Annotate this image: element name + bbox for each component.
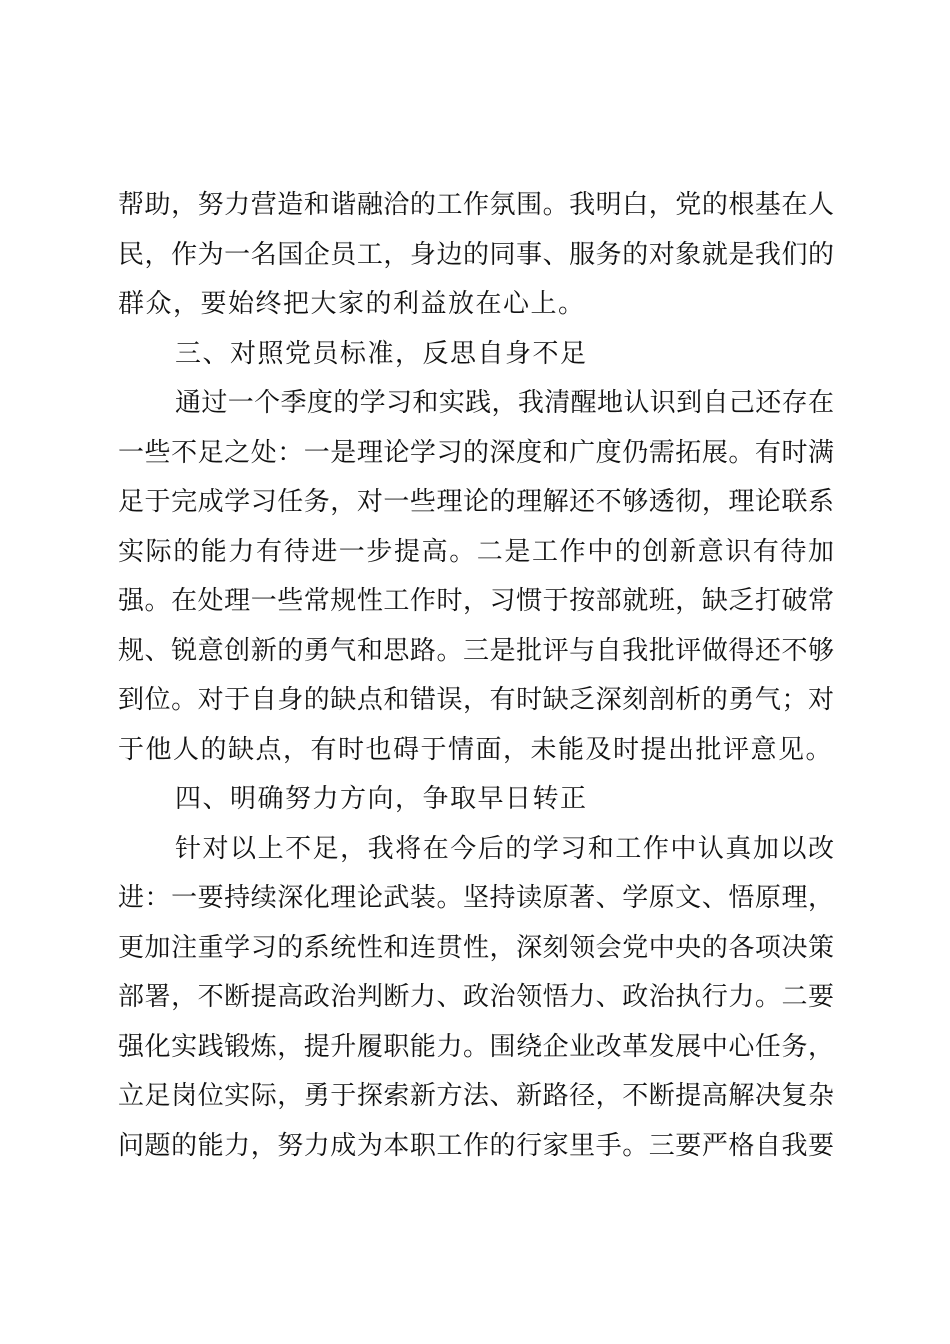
text-line: 帮助，努力营造和谐融洽的工作氛围。我明白，党的根基在人 [118, 189, 834, 219]
text-line: 立足岗位实际，勇于探索新方法、新路径，不断提高解决复杂 [118, 1080, 834, 1110]
text-line: 一些不足之处：一是理论学习的深度和广度仍需拓展。有时满 [118, 436, 834, 467]
text-line: 实际的能力有待进一步提高。二是工作中的创新意识有待加 [118, 535, 834, 566]
text-line: 针对以上不足，我将在今后的学习和工作中认真加以改 [175, 832, 834, 863]
text-line: 民，作为一名国企员工，身边的同事、服务的对象就是我们的 [118, 238, 834, 269]
section-heading: 四、明确努力方向，争取早日转正 [175, 783, 588, 813]
text-line: 规、锐意创新的勇气和思路。三是批评与自我批评做得还不够 [118, 634, 834, 665]
text-line: 问题的能力，努力成为本职工作的行家里手。三要严格自我要 [118, 1129, 834, 1160]
text-line: 通过一个季度的学习和实践，我清醒地认识到自己还存在 [175, 387, 834, 417]
text-line: 强。在处理一些常规性工作时，习惯于按部就班，缺乏打破常 [118, 585, 834, 615]
text-line: 群众，要始终把大家的利益放在心上。 [118, 288, 586, 318]
text-line: 强化实践锻炼，提升履职能力。围绕企业改革发展中心任务， [118, 1030, 834, 1061]
text-line: 部署，不断提高政治判断力、政治领悟力、政治执行力。二要 [118, 981, 834, 1011]
section-heading: 三、对照党员标准，反思自身不足 [175, 337, 588, 368]
text-line: 到位。对于自身的缺点和错误，有时缺乏深刻剖析的勇气；对 [118, 684, 834, 714]
document-text [118, 180, 834, 1170]
text-line: 进：一要持续深化理论武装。坚持读原著、学原文、悟原理， [118, 882, 834, 912]
text-line: 于他人的缺点，有时也碍于情面，未能及时提出批评意见。 [118, 733, 834, 764]
text-line: 更加注重学习的系统性和连贯性，深刻领会党中央的各项决策 [118, 931, 834, 962]
text-line: 足于完成学习任务，对一些理论的理解还不够透彻，理论联系 [118, 486, 834, 516]
